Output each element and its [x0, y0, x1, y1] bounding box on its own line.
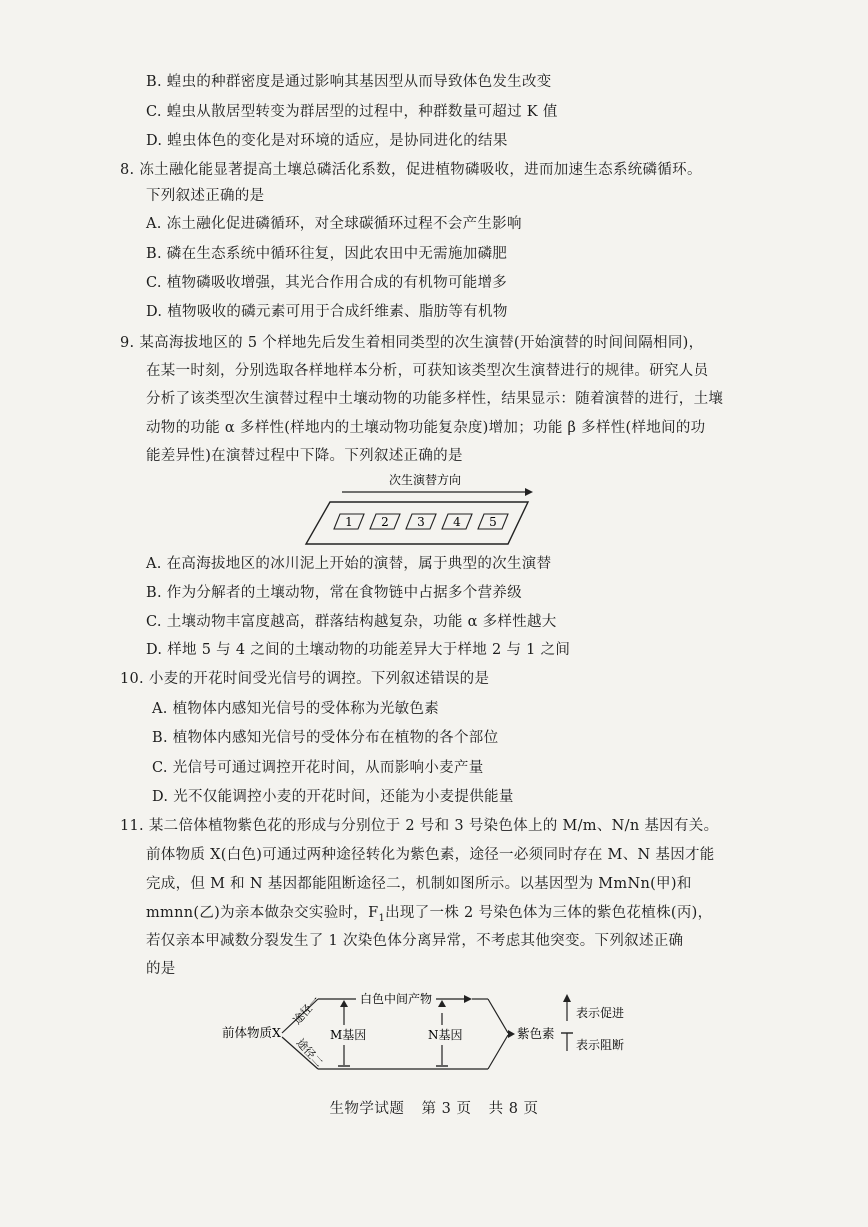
q9-plot-1 — [334, 514, 364, 529]
q8-option-a: A. 冻土融化促进磷循环，对全球碳循环过程不会产生影响 — [146, 216, 522, 232]
q11-n-gene-label: N基因 — [428, 1028, 463, 1042]
q8-option-b: B. 磷在生态系统中循环往复，因此农田中无需施加磷肥 — [146, 246, 508, 262]
q10-option-c: C. 光信号可通过调控开花时间，从而影响小麦产量 — [152, 760, 484, 776]
q11-stem-line3: 完成，但 M 和 N 基因都能阻断途径二，机制如图所示。以基因型为 MmNn(甲)和 — [146, 876, 692, 892]
q11-intermediate-label: 白色中间产物 — [360, 992, 433, 1006]
footer-subject: 生物学试题 — [329, 1101, 405, 1117]
q9-stem-line4: 动物的功能 α 多样性(样地内的土壤动物功能复杂度)增加；功能 β 多样性(样地间的功 — [146, 420, 706, 436]
q11-stem-line6: 的是 — [146, 961, 176, 977]
q11-legend-promote-arrowhead — [563, 994, 571, 1002]
q9-option-a: A. 在高海拔地区的冰川泥上开始的演替，属于典型的次生演替 — [146, 556, 552, 572]
q9-arrow-label: 次生演替方向 — [388, 473, 462, 487]
q11-pathway-figure — [220, 985, 640, 1075]
q9-arrowhead — [525, 488, 533, 496]
q9-plot-3-label: 3 — [417, 515, 425, 529]
q9-option-d: D. 样地 5 与 4 之间的土壤动物的功能差异大于样地 2 与 1 之间 — [146, 642, 571, 658]
q9-plot-4-label: 4 — [453, 515, 461, 529]
q9-plot-5 — [478, 514, 508, 529]
q9-succession-figure — [300, 472, 550, 552]
q10-option-b: B. 植物体内感知光信号的受体分布在植物的各个部位 — [152, 730, 499, 746]
q11-legend-block-label: 表示阻断 — [576, 1038, 625, 1052]
q11-path1-label: 途径一 — [290, 993, 323, 1028]
q9-plot-2-label: 2 — [381, 515, 389, 529]
q9-plot-1-label: 1 — [345, 515, 353, 529]
q11-intermediate-arrowhead — [464, 995, 472, 1003]
q11-product-label: 紫色素 — [517, 1026, 555, 1041]
q9-plot-2 — [370, 514, 400, 529]
q9-plot-5-label: 5 — [489, 515, 497, 529]
q9-option-c: C. 土壤动物丰富度越高，群落结构越复杂，功能 α 多样性越大 — [146, 614, 557, 630]
q11-m-gene-arrowhead — [340, 1000, 348, 1007]
q9-stem-line5: 能差异性)在演替过程中下降。下列叙述正确的是 — [146, 448, 463, 464]
q11-stem-line4 — [146, 903, 712, 929]
q10-stem: 10. 小麦的开花时间受光信号的调控。下列叙述错误的是 — [120, 671, 490, 687]
footer-page-number: 第 3 页 — [421, 1101, 472, 1117]
q7-option-d: D. 蝗虫体色的变化是对环境的适应，是协同进化的结果 — [146, 133, 508, 149]
q11-stem-line1: 11. 某二倍体植物紫色花的形成与分别位于 2 号和 3 号染色体上的 M/m、N/n 基因有关。 — [120, 818, 719, 834]
q11-path2-label: 途径二 — [293, 1036, 326, 1070]
page-footer — [0, 1097, 868, 1118]
q11-stem-line4-part1: mmnn(乙)为亲本做杂交实验时，F — [146, 905, 379, 921]
q9-plot-3 — [406, 514, 436, 529]
q10-option-d: D. 光不仅能调控小麦的开花时间，还能为小麦提供能量 — [152, 789, 514, 805]
q9-stem-line2: 在某一时刻，分别选取各样地样本分析，可获知该类型次生演替进行的规律。研究人员 — [146, 363, 709, 379]
q9-stem-line3: 分析了该类型次生演替过程中土壤动物的功能多样性，结果显示：随着演替的进行，土壤 — [146, 391, 724, 407]
q11-lower-join-diagonal — [488, 1035, 508, 1069]
q10-option-a: A. 植物体内感知光信号的受体称为光敏色素 — [152, 701, 439, 717]
q11-n-gene-arrowhead — [438, 1000, 446, 1007]
footer-total-pages: 共 8 页 — [488, 1101, 539, 1117]
q9-stem-line1: 9. 某高海拔地区的 5 个样地先后发生着相同类型的次生演替(开始演替的时间间隔相同)， — [120, 335, 704, 351]
q11-product-arrowhead — [508, 1030, 515, 1038]
q11-stem-line4-part2: 出现了一株 2 号染色体为三体的紫色花植株(丙)， — [385, 905, 713, 921]
q11-m-gene-label: M基因 — [330, 1028, 367, 1042]
q8-stem-line1: 8. 冻土融化能显著提高土壤总磷活化系数，促进植物磷吸收，进而加速生态系统磷循环。 — [120, 162, 702, 178]
q9-plot-4 — [442, 514, 472, 529]
q9-option-b: B. 作为分解者的土壤动物，常在食物链中占据多个营养级 — [146, 585, 522, 601]
q11-f1-subscript: 1 — [378, 912, 386, 924]
q7-option-b: B. 蝗虫的种群密度是通过影响其基因型从而导致体色发生改变 — [146, 74, 552, 90]
q8-option-d: D. 植物吸收的磷元素可用于合成纤维素、脂肪等有机物 — [146, 304, 508, 320]
q11-upper-join-diagonal — [488, 999, 508, 1033]
q11-stem-line2: 前体物质 X(白色)可通过两种途径转化为紫色素，途径一必须同时存在 M、N 基因才能 — [146, 847, 715, 863]
q7-option-c: C. 蝗虫从散居型转变为群居型的过程中，种群数量可超过 K 值 — [146, 104, 558, 120]
q8-option-c: C. 植物磷吸收增强，其光合作用合成的有机物可能增多 — [146, 275, 508, 291]
q11-stem-line5: 若仅亲本甲减数分裂发生了 1 次染色体分离异常，不考虑其他突变。下列叙述正确 — [146, 933, 684, 949]
q8-stem-line2: 下列叙述正确的是 — [146, 188, 265, 204]
q11-precursor-label: 前体物质X — [222, 1025, 281, 1040]
q11-legend-promote-label: 表示促进 — [576, 1006, 625, 1020]
